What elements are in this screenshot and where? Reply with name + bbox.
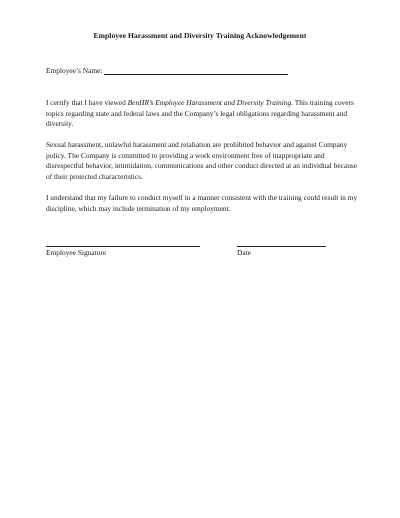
certification-lead: I certify that I have viewed [46, 98, 128, 107]
certification-rest: . This training covers topics regarding state and federal laws and the Company’s legal obligations regarding harassment and diversity. [46, 98, 354, 129]
signature-label: Employee Signature [46, 248, 107, 257]
document-title: Employee Harassment and Diversity Training Acknowledgement [93, 31, 307, 40]
employee-name-label: Employee’s Name: [46, 66, 103, 75]
course-name: Employee Harassment and Diversity Training [153, 98, 292, 107]
date-line [237, 246, 326, 247]
employee-name-row [46, 66, 288, 75]
certification-paragraph [46, 98, 364, 130]
date-label: Date [237, 248, 251, 257]
vendor-name: BenHR’s [127, 98, 154, 107]
employee-name-line [104, 66, 288, 75]
consequences-paragraph: I understand that my failure to conduct myself in a manner consistent with the training could result in my discipline, which may include termination of my employment. [46, 193, 358, 213]
policy-paragraph: Sexual harassment, unlawful harassment and retaliation are prohibited behavior and against Company policy. The Company is committed to providing a work environment free of inappropriate and disrespectful behavior, intimidation, communications and other conduct directed at an individual because of their protected characteristics. [46, 140, 358, 181]
signature-line [46, 246, 200, 247]
